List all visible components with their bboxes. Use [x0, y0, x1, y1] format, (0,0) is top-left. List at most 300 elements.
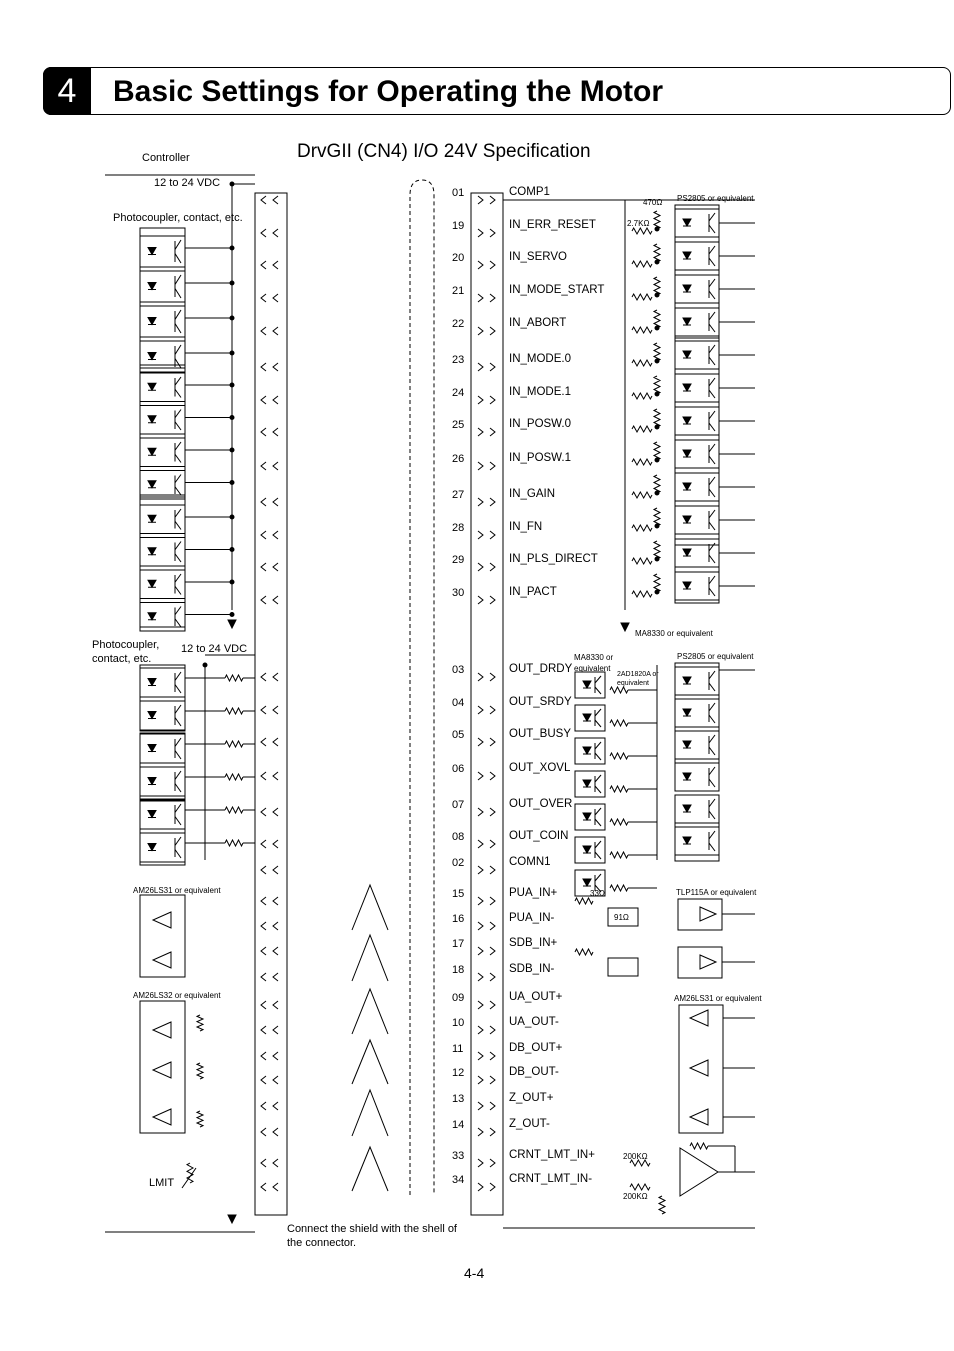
- resistor: [654, 310, 660, 328]
- signal-name: CRNT_LMT_IN+: [509, 1149, 595, 1161]
- transistor-collector: [709, 767, 715, 775]
- junction-dot: [655, 293, 659, 297]
- resistor-33-label: 33Ω: [590, 889, 605, 898]
- pin-number: 28: [452, 522, 465, 534]
- connector-chevron: [261, 922, 266, 930]
- pin-number: 16: [452, 913, 465, 925]
- diode-symbol: [683, 741, 691, 748]
- pin-number: 09: [452, 992, 465, 1004]
- ma8330-out-label: MA8330 or: [574, 653, 614, 662]
- pin-number: 17: [452, 938, 465, 950]
- junction-dot: [655, 359, 659, 363]
- diode-symbol: [148, 679, 156, 686]
- junction-dot: [230, 448, 234, 452]
- diode-symbol: [683, 483, 691, 490]
- signal-row-20: [105, 251, 625, 269]
- resistor: [632, 261, 652, 267]
- transistor-collector: [175, 705, 181, 714]
- signal-row-04: [105, 696, 625, 714]
- diode-symbol: [148, 283, 156, 290]
- connector-chevron: [273, 866, 278, 874]
- junction-dot: [655, 227, 659, 231]
- connector-chevron: [490, 947, 495, 955]
- photocoupler: [675, 763, 719, 791]
- connector-chevron: [478, 363, 483, 371]
- transistor-emitter: [709, 258, 715, 266]
- connector-chevron: [478, 498, 483, 506]
- photocoupler-box: [140, 800, 185, 829]
- transistor-emitter: [175, 850, 181, 859]
- connector-chevron: [273, 229, 278, 237]
- transistor-emitter: [709, 843, 715, 851]
- transistor-collector: [175, 310, 181, 320]
- connector-chevron: [261, 327, 266, 335]
- transistor-collector: [175, 275, 181, 285]
- signal-name: IN_POSW.0: [509, 418, 571, 430]
- photocoupler: [140, 271, 185, 302]
- resistor: [654, 475, 660, 493]
- transistor-collector: [595, 742, 601, 749]
- diode-symbol: [148, 811, 156, 818]
- photocoupler-box: [140, 306, 185, 337]
- signal-name: IN_ABORT: [509, 317, 567, 329]
- photocoupler: [140, 668, 185, 697]
- transistor-collector: [175, 377, 181, 385]
- transistor-emitter: [175, 422, 181, 430]
- resistor: [690, 1143, 708, 1149]
- resistor: [654, 508, 660, 526]
- transistor-emitter: [595, 753, 601, 760]
- connector-chevron: [273, 1183, 278, 1191]
- pin-number: 05: [452, 729, 465, 741]
- connector-chevron: [261, 462, 266, 470]
- transistor-emitter: [709, 747, 715, 755]
- photocoupler-box: [140, 438, 185, 467]
- pin-number: 27: [452, 489, 465, 501]
- connector-chevron: [490, 327, 495, 335]
- connector-chevron: [261, 363, 266, 371]
- transistor-emitter: [175, 554, 181, 562]
- photocoupler: [675, 209, 719, 237]
- lmit-label: LMIT: [149, 1177, 175, 1189]
- connector-chevron: [261, 1052, 266, 1060]
- diode-symbol: [148, 515, 156, 522]
- page-number: 4-4: [464, 1265, 485, 1281]
- diode-symbol: [683, 351, 691, 358]
- connector-chevron: [273, 531, 278, 539]
- transistor-emitter: [175, 254, 181, 264]
- diode-symbol: [683, 582, 691, 589]
- connector-chevron: [478, 196, 483, 204]
- pin-number: 07: [452, 799, 465, 811]
- photocoupler-box: [140, 734, 185, 763]
- connector-chevron: [261, 1026, 266, 1034]
- transistor-collector: [709, 279, 715, 287]
- signal-row-17: [105, 937, 625, 955]
- connector-chevron: [273, 498, 278, 506]
- signal-name: DB_OUT-: [509, 1066, 559, 1078]
- resistor: [632, 591, 652, 597]
- diode-symbol: [148, 613, 156, 620]
- connector-chevron: [478, 1183, 483, 1191]
- connector-chevron: [478, 922, 483, 930]
- resistor: [632, 393, 652, 399]
- resistor: [197, 1063, 203, 1079]
- signal-name: OUT_SRDY: [509, 696, 572, 708]
- photocoupler-box: [140, 570, 185, 599]
- photocoupler: [140, 406, 185, 435]
- opto-group-frame: [140, 365, 185, 495]
- connector-chevron: [478, 531, 483, 539]
- diode-symbol: [583, 846, 591, 853]
- transistor-emitter: [709, 423, 715, 431]
- signal-row-25: [105, 418, 625, 436]
- diode-symbol: [148, 448, 156, 455]
- photocoupler: [140, 734, 185, 763]
- connector-chevron: [478, 596, 483, 604]
- signal-row-16: [105, 912, 625, 930]
- photocoupler-box: [140, 833, 185, 862]
- signal-row-26: [105, 452, 625, 470]
- diode-symbol: [148, 318, 156, 325]
- photocoupler-box: [140, 701, 185, 730]
- diode-symbol: [583, 780, 591, 787]
- signal-name: OUT_BUSY: [509, 728, 571, 740]
- photocoupler-box: [675, 440, 719, 468]
- diode-symbol: [683, 450, 691, 457]
- resistor: [575, 949, 593, 955]
- transistor-emitter: [175, 389, 181, 397]
- connector-chevron: [478, 1001, 483, 1009]
- photocoupler: [140, 701, 185, 730]
- buffer-symbol: [700, 955, 716, 969]
- connector-chevron: [490, 596, 495, 604]
- photocoupler: [675, 341, 719, 369]
- signal-name: Z_OUT-: [509, 1118, 550, 1130]
- transistor-emitter: [175, 685, 181, 694]
- connector-chevron: [261, 673, 266, 681]
- connector-chevron: [490, 196, 495, 204]
- pin-number: 02: [452, 857, 465, 869]
- photocoupler-box: [675, 407, 719, 435]
- resistor: [654, 211, 660, 229]
- diode-symbol: [148, 745, 156, 752]
- connector-chevron: [273, 1052, 278, 1060]
- resistor: [610, 786, 628, 792]
- photocoupler: [675, 407, 719, 435]
- ma8330-out-label-2: equivalent: [574, 664, 611, 673]
- connector-chevron: [490, 462, 495, 470]
- diode-symbol: [683, 516, 691, 523]
- junction-dot: [655, 557, 659, 561]
- diode-symbol: [683, 805, 691, 812]
- connector-chevron: [261, 261, 266, 269]
- signal-name: IN_PACT: [509, 586, 557, 598]
- connector-chevron: [490, 531, 495, 539]
- photocoupler-box: [140, 505, 185, 534]
- transistor-emitter: [175, 521, 181, 529]
- connector-chevron: [273, 1001, 278, 1009]
- connector-chevron: [490, 897, 495, 905]
- ma8330-mid-label: MA8330 or equivalent: [635, 629, 713, 638]
- right-connector-block: [471, 193, 503, 1215]
- connector-chevron: [490, 922, 495, 930]
- photocoupler-box: [140, 406, 185, 435]
- signal-name: OUT_DRDY: [509, 663, 573, 675]
- resistor: [610, 852, 628, 858]
- photocoupler: [575, 771, 605, 797]
- connector-chevron: [261, 866, 266, 874]
- signal-name: OUT_OVER: [509, 798, 573, 810]
- junction-dot: [230, 246, 234, 250]
- transistor-emitter: [175, 454, 181, 462]
- transistor-emitter: [709, 291, 715, 299]
- resistor: [630, 1184, 650, 1190]
- connector-chevron: [273, 563, 278, 571]
- connector-chevron: [490, 498, 495, 506]
- photocoupler: [140, 438, 185, 467]
- connector-chevron: [490, 261, 495, 269]
- transistor-emitter: [709, 555, 715, 563]
- connector-chevron: [490, 738, 495, 746]
- resistor-200k-label: 200KΩ: [623, 1152, 648, 1161]
- signal-name: OUT_XOVL: [509, 762, 571, 774]
- shield-note-2: the connector.: [287, 1237, 357, 1249]
- photocoupler: [575, 738, 605, 764]
- junction-dot: [655, 392, 659, 396]
- photocoupler: [140, 767, 185, 796]
- resistor: [632, 558, 652, 564]
- connector-chevron: [273, 738, 278, 746]
- resistor-200k-label-2: 200KΩ: [623, 1192, 648, 1201]
- connector-chevron: [261, 294, 266, 302]
- photocoupler-box: [675, 308, 719, 336]
- diode-symbol: [683, 252, 691, 259]
- photocoupler-box: [675, 275, 719, 303]
- resistor-91-frame: [608, 958, 638, 976]
- connector-chevron: [478, 327, 483, 335]
- photocoupler-box: [675, 341, 719, 369]
- transistor-emitter: [595, 852, 601, 859]
- resistor: [225, 708, 243, 714]
- resistor: [654, 409, 660, 427]
- connector-chevron: [261, 772, 266, 780]
- connector-chevron: [478, 1159, 483, 1167]
- photocoupler: [675, 473, 719, 501]
- photocoupler-label-bottom: Photocoupler,: [92, 639, 160, 651]
- signal-name: IN_MODE.1: [509, 386, 571, 398]
- transistor-emitter: [175, 289, 181, 299]
- connector-chevron: [273, 196, 278, 204]
- pin-number: 22: [452, 318, 465, 330]
- connector-chevron: [490, 1001, 495, 1009]
- transistor-collector: [709, 345, 715, 353]
- resistor: [654, 574, 660, 592]
- resistor: [654, 376, 660, 394]
- signal-name: COMN1: [509, 856, 551, 868]
- buffer-symbol: [153, 912, 171, 928]
- photocoupler-box: [140, 236, 185, 267]
- connector-chevron: [490, 973, 495, 981]
- signal-name: UA_OUT+: [509, 991, 563, 1003]
- connector-chevron: [261, 1102, 266, 1110]
- transistor-collector: [709, 671, 715, 679]
- ad1820a-label-2: equivalent: [617, 680, 649, 687]
- connector-chevron: [273, 327, 278, 335]
- resistor: [654, 343, 660, 361]
- connector-chevron: [273, 294, 278, 302]
- photocoupler: [675, 506, 719, 534]
- junction-dot: [655, 260, 659, 264]
- connector-chevron: [261, 428, 266, 436]
- connector-chevron: [273, 396, 278, 404]
- transistor-collector: [175, 410, 181, 418]
- junction-dot: [230, 416, 234, 420]
- photocoupler-box: [675, 731, 719, 759]
- diode-symbol: [148, 353, 156, 360]
- signal-row-12: [105, 1066, 625, 1084]
- connector-chevron: [273, 261, 278, 269]
- connector-chevron: [490, 563, 495, 571]
- transistor-collector: [709, 411, 715, 419]
- transistor-emitter: [709, 489, 715, 497]
- signal-name: OUT_COIN: [509, 830, 569, 842]
- connector-chevron: [273, 1159, 278, 1167]
- transistor-collector: [175, 475, 181, 483]
- junction-dot: [203, 663, 207, 667]
- diagram-title: DrvGII (CN4) I/O 24V Specification: [297, 141, 591, 162]
- junction-dot: [655, 491, 659, 495]
- signal-row-13: [105, 1092, 625, 1110]
- transistor-emitter: [175, 784, 181, 793]
- resistor: [225, 840, 243, 846]
- pin-number: 15: [452, 888, 465, 900]
- photocoupler: [140, 833, 185, 862]
- twisted-pair-marker: [352, 1147, 388, 1191]
- pin-number: 21: [452, 285, 465, 297]
- photocoupler: [675, 308, 719, 336]
- resistor: [610, 720, 628, 726]
- signal-name: IN_MODE_START: [509, 284, 605, 296]
- connector-chevron: [261, 498, 266, 506]
- connector-chevron: [261, 897, 266, 905]
- transistor-collector: [709, 799, 715, 807]
- connector-chevron: [273, 706, 278, 714]
- connector-chevron: [478, 706, 483, 714]
- transistor-collector: [709, 246, 715, 254]
- signal-name: IN_GAIN: [509, 488, 556, 500]
- output-opto-frame-2: [140, 733, 185, 799]
- resistor-91-label: 91Ω: [614, 913, 629, 922]
- connector-chevron: [478, 1026, 483, 1034]
- signal-row-34: [105, 1173, 625, 1191]
- pin-number: 24: [452, 387, 465, 399]
- resistor: [632, 228, 652, 234]
- connector-chevron: [478, 947, 483, 955]
- photocoupler-box: [140, 668, 185, 697]
- transistor-collector: [709, 576, 715, 584]
- transistor-emitter: [175, 324, 181, 334]
- photocoupler: [675, 667, 719, 695]
- pin-number: 30: [452, 587, 465, 599]
- signal-name: IN_POSW.1: [509, 452, 571, 464]
- twisted-pair-marker: [352, 1040, 388, 1084]
- supply-label-top: 12 to 24 VDC: [154, 177, 221, 189]
- diode-symbol: [583, 681, 591, 688]
- connector-chevron: [478, 1076, 483, 1084]
- diode-symbol: [583, 747, 591, 754]
- connector-chevron: [478, 897, 483, 905]
- signal-name: IN_ERR_RESET: [509, 219, 596, 231]
- photocoupler: [675, 440, 719, 468]
- transistor-collector: [595, 775, 601, 782]
- photocoupler: [575, 804, 605, 830]
- resistor: [632, 426, 652, 432]
- transistor-collector: [709, 213, 715, 221]
- connector-chevron: [490, 428, 495, 436]
- photocoupler: [140, 505, 185, 534]
- junction-dot: [655, 458, 659, 462]
- photocoupler-label-bottom-2: contact, etc.: [92, 653, 152, 665]
- signal-name: CRNT_LMT_IN-: [509, 1173, 593, 1185]
- signal-row-06: [105, 762, 625, 780]
- diode-symbol: [148, 416, 156, 423]
- photocoupler-box: [675, 763, 719, 791]
- transistor-emitter: [175, 817, 181, 826]
- am26ls31-right-label: AM26LS31 or equivalent: [674, 994, 762, 1003]
- transistor-emitter: [595, 819, 601, 826]
- connector-chevron: [261, 563, 266, 571]
- resistor: [632, 327, 652, 333]
- signal-row-28: [105, 521, 625, 539]
- signal-name: PUA_IN+: [509, 887, 558, 899]
- diode-symbol: [583, 813, 591, 820]
- photocoupler-box: [675, 473, 719, 501]
- connector-chevron: [261, 840, 266, 848]
- connector-chevron: [261, 706, 266, 714]
- resistor: [654, 541, 660, 559]
- junction-dot: [230, 515, 234, 519]
- resistor: [575, 898, 593, 904]
- transistor-collector: [175, 837, 181, 846]
- resistor: [654, 244, 660, 262]
- transistor-emitter: [709, 456, 715, 464]
- signal-name: IN_MODE.0: [509, 353, 571, 365]
- photocoupler-box: [140, 271, 185, 302]
- transistor-emitter: [595, 687, 601, 694]
- connector-chevron: [273, 462, 278, 470]
- connector-chevron: [490, 772, 495, 780]
- photocoupler: [140, 570, 185, 599]
- pin-number: 23: [452, 354, 465, 366]
- connector-chevron: [273, 363, 278, 371]
- shield-cable: [410, 180, 434, 1195]
- connector-chevron: [478, 840, 483, 848]
- input-opto-group-0: [140, 228, 234, 372]
- ad1820a-label: 2AD1820A or: [617, 671, 659, 678]
- diode-symbol: [683, 773, 691, 780]
- transistor-emitter: [709, 683, 715, 691]
- resistor: [197, 1111, 203, 1127]
- buffer-symbol: [700, 907, 716, 921]
- op-amp-symbol: [680, 1148, 718, 1196]
- signal-row-21: [105, 284, 625, 302]
- pin-number: 11: [452, 1043, 464, 1055]
- connector-chevron: [478, 563, 483, 571]
- transistor-emitter: [175, 586, 181, 594]
- connector-chevron: [490, 1159, 495, 1167]
- left-connector-block: [255, 193, 287, 1215]
